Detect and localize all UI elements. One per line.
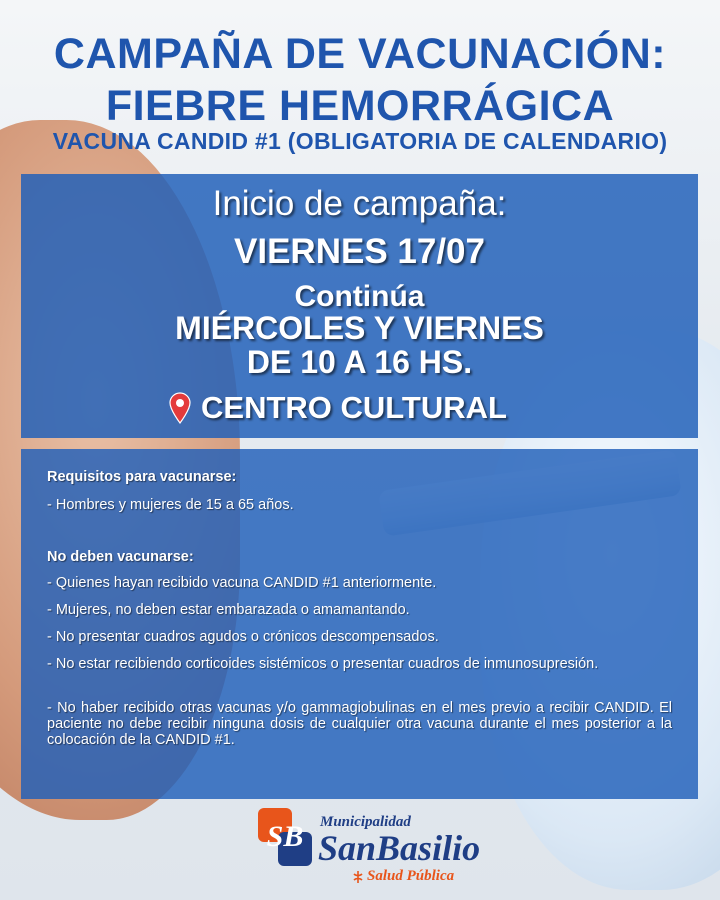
exclusion-item: - No presentar cuadros agudos o crónicos descompensados. [47, 629, 439, 645]
location [169, 388, 507, 428]
requirement-item: - Hombres y mujeres de 15 a 65 años. [47, 497, 294, 513]
continue-label: Continúa [294, 280, 425, 313]
start-label: Inicio de campaña: [212, 184, 507, 223]
logo-department [352, 868, 454, 885]
location-name: CENTRO CULTURAL [201, 390, 507, 425]
municipality-logo [256, 800, 506, 890]
campaign-title-line1: CAMPAÑA DE VACUNACIÓN: [53, 30, 667, 78]
schedule-hours: DE 10 A 16 HS. [246, 344, 473, 380]
logo-department-label: Salud Pública [367, 868, 455, 884]
campaign-subtitle: VACUNA CANDID #1 (OBLIGATORIA DE CALENDARIO) [52, 128, 668, 154]
logo-mark-text: SB [266, 820, 304, 853]
logo-name: SanBasilio [318, 828, 481, 868]
exclusions-title: No deben vacunarse: [47, 549, 194, 565]
campaign-title-line2: FIEBRE HEMORRÁGICA [105, 82, 615, 130]
requirements-title: Requisitos para vacunarse: [47, 469, 237, 485]
schedule-days: MIÉRCOLES Y VIERNES [175, 310, 544, 346]
health-icon [352, 870, 364, 884]
schedule-panel [21, 174, 698, 438]
start-date: VIERNES 17/07 [234, 232, 485, 271]
logo-municipality: Municipalidad [320, 814, 411, 830]
location-pin-icon [169, 392, 191, 424]
sb-logo-icon [256, 806, 314, 868]
requirements-panel [21, 449, 698, 799]
exclusion-item: - Mujeres, no deben estar embarazada o amamantando. [47, 602, 410, 618]
exclusion-item: - No haber recibido otras vacunas y/o gammagiobulinas en el mes previo a recibir CANDID. El paciente no debe recibir ninguna dosis de cualquier otra vacuna durante el mes posterior a la colocación de la CANDID #1. [47, 700, 672, 748]
exclusion-item: - No estar recibiendo corticoides sistémicos o presentar cuadros de inmunosupresión. [47, 656, 599, 672]
exclusion-item: - Quienes hayan recibido vacuna CANDID #1 anteriormente. [47, 575, 437, 591]
